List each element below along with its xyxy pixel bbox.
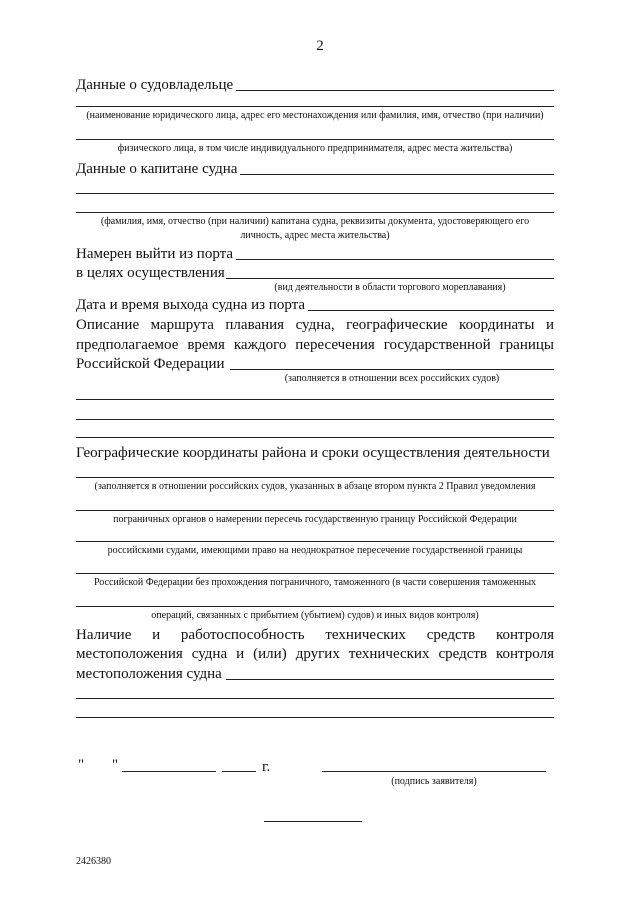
signature-line[interactable] — [322, 771, 546, 772]
area-note-3: российскими судами, имеющими право на неоднократное пересечение государственной границы — [107, 545, 523, 556]
departure-field-line[interactable] — [308, 310, 554, 311]
area-note-1: (заполняется в отношении российских судов, указанных в абзаце втором пункта 2 Правил уведомления — [94, 481, 536, 492]
captain-note-2: личность, адрес места жительства) — [240, 230, 390, 241]
departure-label: Дата и время выхода судна из порта — [76, 297, 306, 313]
port-label: Намерен выйти из порта — [76, 246, 234, 262]
purpose-note: (вид деятельности в области торгового мореплавания) — [274, 282, 506, 293]
date-month-line[interactable] — [122, 771, 216, 772]
owner-note-2: физического лица, в том числе индивидуального предпринимателя, адрес места жительства) — [117, 143, 513, 154]
route-field-line-3[interactable] — [76, 419, 554, 420]
area-note-5: операций, связанных с прибытием (убытием) судов) и иных видов контроля) — [151, 610, 479, 621]
area-field-line-1[interactable] — [76, 477, 554, 478]
port-field-line[interactable] — [236, 259, 554, 260]
area-field-line-5[interactable] — [76, 606, 554, 607]
date-quote-close: " — [112, 757, 119, 773]
area-field-line-4[interactable] — [76, 573, 554, 574]
purpose-label: в целях осуществления — [76, 265, 225, 281]
tech-field-line[interactable] — [226, 679, 554, 680]
tech-line-2: местоположения судна и (или) других технических средств контроля — [76, 646, 554, 662]
tech-field-line-3[interactable] — [76, 717, 554, 718]
date-quote-open: " — [78, 757, 85, 773]
owner-note-1: (наименование юридического лица, адрес его местонахождения или фамилия, имя, отчество (при наличии) — [86, 110, 544, 121]
route-field-line-2[interactable] — [76, 399, 554, 400]
area-field-line-3[interactable] — [76, 541, 554, 542]
area-field-line-2[interactable] — [76, 510, 554, 511]
owner-field-line-2[interactable] — [76, 106, 554, 107]
tech-line-3: местоположения судна — [76, 666, 222, 682]
route-line-1: Описание маршрута плавания судна, географические координаты и — [76, 317, 554, 333]
area-note-2: пограничных органов о намерении пересечь государственную границу Российской Федерации — [113, 514, 517, 525]
route-line-3: Российской Федерации — [76, 356, 225, 372]
area-label: Географические координаты района и сроки осуществления деятельности — [76, 445, 550, 461]
route-field-line-4[interactable] — [76, 437, 554, 438]
tech-line-1: Наличие и работоспособность технических средств контроля — [76, 627, 554, 643]
owner-field-line[interactable] — [236, 90, 554, 91]
document-code: 2426380 — [76, 856, 111, 867]
page-number: 2 — [316, 38, 324, 54]
owner-field-line-3[interactable] — [76, 139, 554, 140]
captain-field-line-3[interactable] — [76, 212, 554, 213]
captain-field-line-2[interactable] — [76, 193, 554, 194]
route-line-2: предполагаемое время каждого пересечения государственной границы — [76, 337, 554, 353]
signature-note: (подпись заявителя) — [391, 776, 477, 787]
date-year-line[interactable] — [222, 771, 256, 772]
captain-label: Данные о капитане судна — [76, 161, 238, 177]
area-note-4: Российской Федерации без прохождения пограничного, таможенного (в части совершения таможенных — [93, 577, 537, 588]
purpose-field-line[interactable] — [226, 278, 554, 279]
closing-rule — [264, 821, 362, 822]
year-suffix: г. — [262, 759, 271, 775]
captain-note-1: (фамилия, имя, отчество (при наличии) капитана судна, реквизиты документа, удостоверяющего его — [100, 216, 530, 227]
route-note: (заполняется в отношении всех российских судов) — [284, 373, 500, 384]
owner-label: Данные о судовладельце — [76, 77, 234, 93]
route-field-line[interactable] — [230, 369, 554, 370]
captain-field-line[interactable] — [240, 174, 554, 175]
tech-field-line-2[interactable] — [76, 698, 554, 699]
